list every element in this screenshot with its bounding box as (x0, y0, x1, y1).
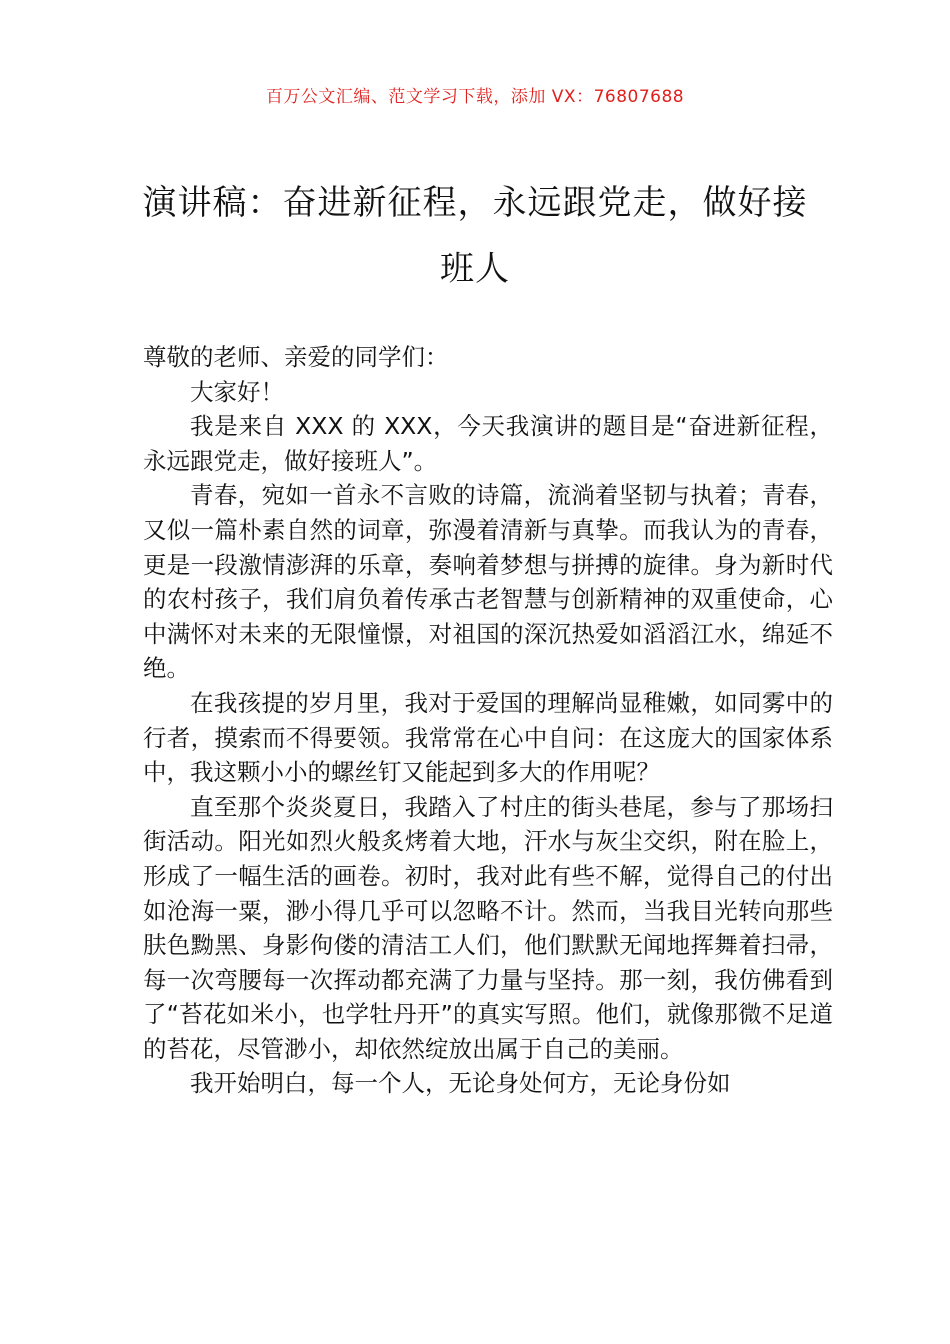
salutation: 尊敬的老师、亲爱的同学们： (143, 343, 449, 371)
speech-body (143, 340, 833, 1101)
paragraph-greeting: 大家好！ (190, 377, 284, 406)
paragraph-realization: 我开始明白，每一个人，无论身处何方，无论身份如 (190, 1069, 731, 1098)
header-note: 百万公文汇编、范文学习下载，添加 VX：76807688 (265, 87, 685, 107)
page-title: 演讲稿：奋进新征程，永远跟党走，做好接班人 (142, 183, 808, 289)
paragraph-childhood: 在我孩提的岁月里，我对于爱国的理解尚显稚嫩，如同雾中的行者，摸索而不得要领。我常常在心中自问：在这庞大的国家体系中，我这颗小小的螺丝钉又能起到多大的作用呢？ (143, 688, 833, 787)
paragraph-youth: 青春，宛如一首永不言败的诗篇，流淌着坚韧与执着；青春，又似一篇朴素自然的词章，弥漫着清新与真挚。而我认为的青春，更是一段激情澎湃的乐章，奏响着梦想与拼搏的旋律。身为新时代的农村孩子，我们肩负着传承古老智慧与创新精神的双重使命，心中满怀对未来的无限憧憬，对祖国的深沉热爱如滔滔江水，绵延不绝。 (143, 481, 833, 683)
paragraph-summer-day: 直至那个炎炎夏日，我踏入了村庄的街头巷尾，参与了那场扫街活动。阳光如烈火般炙烤着大地，汗水与灰尘交织，附在脸上，形成了一幅生活的画卷。初时，我对此有些不解，觉得自己的付出如沧海一粟，渺小得几乎可以忽略不计。然而，当我目光转向那些肤色黝黑、身影佝偻的清洁工人们，他们默默无闻地挥舞着扫帚，每一次弯腰每一次挥动都充满了力量与坚持。那一刻，我仿佛看到了“苔花如米小，也学牡丹开”的真实写照。他们，就像那微不足道的苔花，尽管渺小，却依然绽放出属于自己的美丽。 (143, 792, 833, 1063)
paragraph-introduction: 我是来自 XXX 的 XXX，今天我演讲的题目是“奋进新征程，永远跟党走，做好接班人”。 (143, 412, 833, 475)
